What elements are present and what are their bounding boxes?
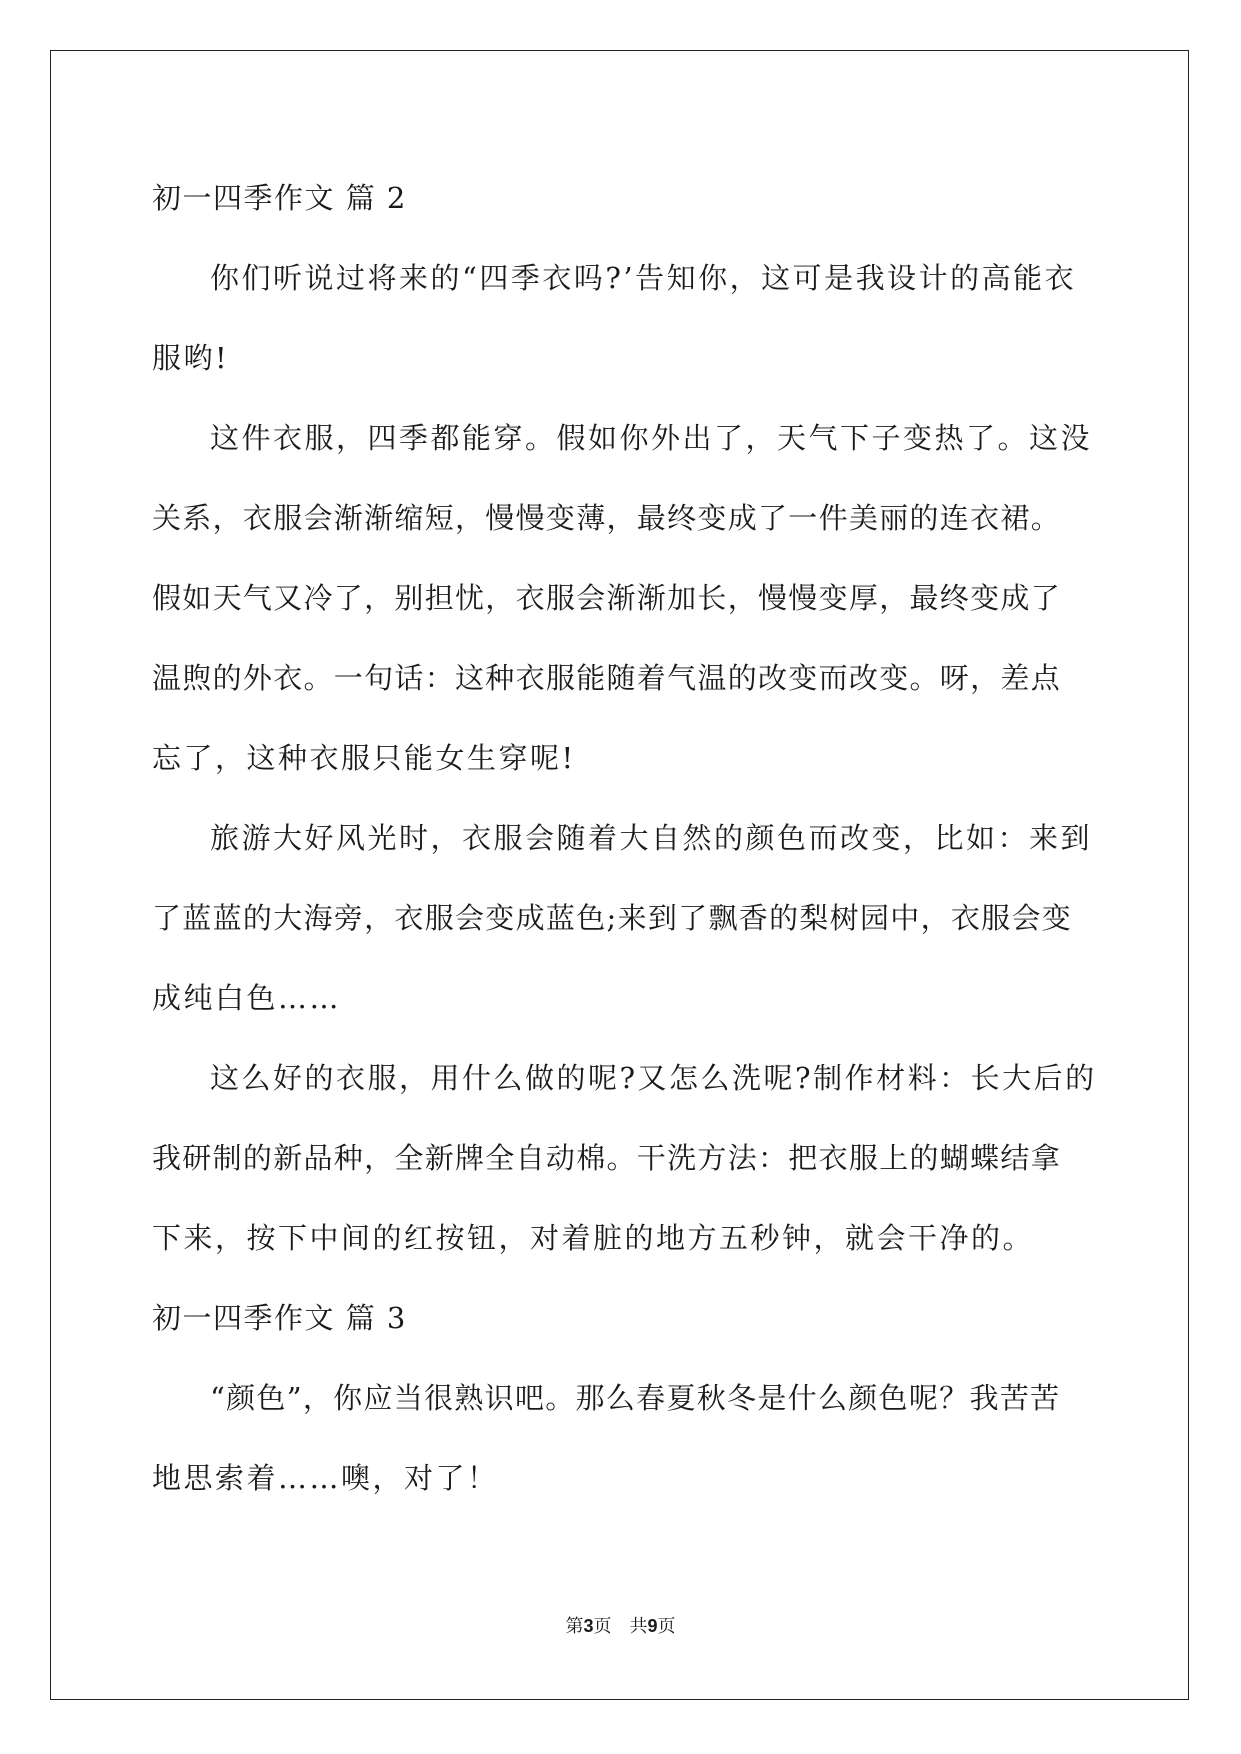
footer-total-prefix: 共 bbox=[629, 1616, 648, 1637]
essay-heading: 初一四季作文 篇 3 bbox=[152, 1301, 407, 1335]
footer-prefix: 第 bbox=[565, 1616, 584, 1637]
page-footer bbox=[0, 1612, 1241, 1638]
paragraph-line: 关系，衣服会渐渐缩短，慢慢变薄，最终变成了一件美丽的连衣裙。 bbox=[152, 501, 1062, 535]
paragraph-line: 这么好的衣服，用什么做的呢?又怎么洗呢?制作材料：长大后的 bbox=[210, 1061, 1097, 1095]
paragraph-line: “颜色”，你应当很熟识吧。那么春夏秋冬是什么颜色呢？我苦苦 bbox=[210, 1381, 1061, 1415]
footer-total-suffix: 页 bbox=[657, 1616, 676, 1637]
footer-page-word: 页 bbox=[593, 1616, 612, 1637]
paragraph-line: 这件衣服，四季都能穿。假如你外出了，天气下子变热了。这没 bbox=[210, 421, 1093, 455]
paragraph-line: 了蓝蓝的大海旁，衣服会变成蓝色;来到了飘香的梨树园中，衣服会变 bbox=[152, 901, 1073, 935]
paragraph-line: 旅游大好风光时，衣服会随着大自然的颜色而改变，比如：来到 bbox=[210, 821, 1093, 855]
document-body bbox=[152, 158, 1097, 1518]
paragraph-line: 你们听说过将来的“四季衣吗?’告知你，这可是我设计的高能衣 bbox=[210, 261, 1077, 295]
paragraph-line: 下来，按下中间的红按钮，对着脏的地方五秒钟，就会干净的。 bbox=[152, 1221, 1035, 1255]
paragraph-line: 温煦的外衣。一句话：这种衣服能随着气温的改变而改变。呀，差点 bbox=[152, 661, 1062, 695]
essay-heading: 初一四季作文 篇 2 bbox=[152, 181, 407, 215]
total-pages-number: 9 bbox=[647, 1616, 658, 1636]
current-page-number: 3 bbox=[583, 1616, 594, 1636]
paragraph-line: 服哟! bbox=[152, 341, 230, 375]
paragraph-line: 我研制的新品种，全新牌全自动棉。干洗方法：把衣服上的蝴蝶结拿 bbox=[152, 1141, 1062, 1175]
paragraph-line: 成纯白色…… bbox=[152, 981, 342, 1015]
paragraph-line: 忘了，这种衣服只能女生穿呢! bbox=[152, 741, 576, 775]
paragraph-line: 地思索着……噢，对了！ bbox=[152, 1461, 499, 1495]
paragraph-line: 假如天气又冷了，别担忧，衣服会渐渐加长，慢慢变厚，最终变成了 bbox=[152, 581, 1062, 615]
